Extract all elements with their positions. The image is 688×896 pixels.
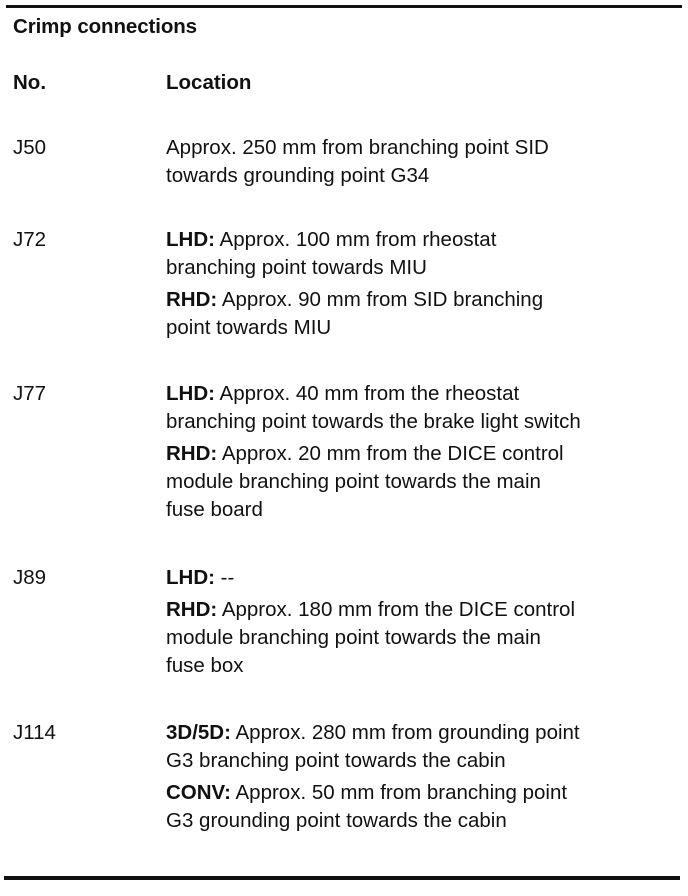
location-text: Approx. 50 mm from branching point G3 grounding point towards the cabin (166, 781, 568, 832)
table-heading: Crimp connections (13, 15, 197, 38)
connection-number: J77 (13, 382, 47, 405)
connection-number: J72 (13, 228, 47, 251)
connection-location (166, 564, 686, 684)
variant-label: CONV: (166, 781, 231, 804)
connection-location (166, 380, 686, 528)
location-paragraph (166, 380, 686, 436)
column-header-no: No. (13, 71, 47, 94)
connection-location (166, 134, 686, 194)
location-text: Approx. 100 mm from rheostat branching point towards MIU (166, 228, 497, 279)
location-paragraph (166, 134, 686, 190)
location-paragraph (166, 440, 686, 524)
variant-label: LHD: (166, 566, 215, 589)
connection-location (166, 719, 686, 839)
location-text: Approx. 250 mm from branching point SID towards grounding point G34 (166, 136, 549, 187)
variant-label: LHD: (166, 228, 215, 251)
variant-label: RHD: (166, 598, 218, 621)
location-paragraph (166, 564, 686, 592)
variant-label: LHD: (166, 382, 215, 405)
connection-location (166, 226, 686, 346)
bottom-rule (4, 876, 680, 880)
location-text: -- (214, 566, 235, 589)
location-text: Approx. 20 mm from the DICE control module branching point towards the main fuse board (166, 442, 564, 521)
location-paragraph (166, 596, 686, 680)
location-text: Approx. 40 mm from the rheostat branching point towards the brake light switch (166, 382, 581, 433)
variant-label: RHD: (166, 442, 218, 465)
top-rule (6, 5, 682, 8)
connection-number: J114 (13, 721, 56, 744)
location-paragraph (166, 779, 686, 835)
location-text: Approx. 280 mm from grounding point G3 branching point towards the cabin (166, 721, 580, 772)
variant-label: RHD: (166, 288, 218, 311)
location-paragraph (166, 286, 686, 342)
connection-number: J50 (13, 136, 47, 159)
location-text: Approx. 90 mm from SID branching point towards MIU (166, 288, 544, 339)
connection-number: J89 (13, 566, 47, 589)
location-paragraph (166, 226, 686, 282)
location-text: Approx. 180 mm from the DICE control module branching point towards the main fuse box (166, 598, 575, 677)
location-paragraph (166, 719, 686, 775)
variant-label: 3D/5D: (166, 721, 231, 744)
column-header-location: Location (166, 71, 252, 94)
